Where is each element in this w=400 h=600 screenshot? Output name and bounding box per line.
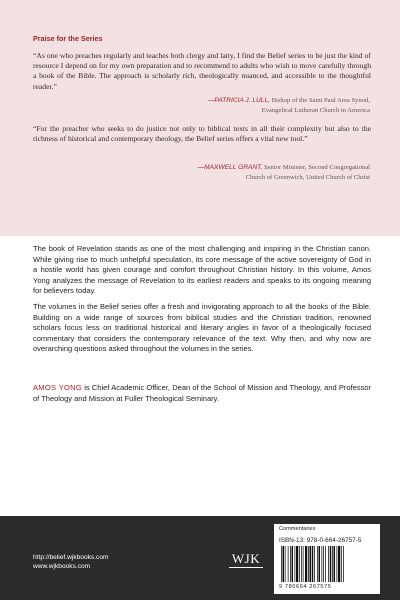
barcode-bar	[285, 546, 286, 582]
barcode-bar	[317, 546, 318, 582]
barcode-bar	[322, 546, 323, 582]
barcode-bar	[338, 546, 340, 582]
barcode-icon	[279, 546, 377, 584]
quote-2-role-line2: Church of Greenwich, United Church of Christ	[245, 173, 370, 181]
barcode-bar	[332, 546, 333, 582]
barcode-digits: 9 780664 267575	[279, 584, 332, 590]
publisher-logo: WJK	[231, 551, 261, 566]
barcode-bar	[305, 546, 307, 582]
barcode-bar	[281, 546, 282, 582]
quote-1-role-line2: Evangelical Lutheran Church in America	[261, 106, 370, 114]
quote-2-author: —MAXWELL GRANT,	[197, 164, 263, 171]
barcode-bar	[337, 546, 338, 582]
quote-2-attribution	[100, 163, 370, 182]
barcode-bar	[303, 546, 304, 582]
author-name: AMOS YONG	[33, 383, 82, 392]
barcode-bar	[288, 546, 289, 582]
barcode-bar	[296, 546, 298, 582]
series-url-link[interactable]: http://belief.wjkbooks.com	[33, 554, 109, 561]
publisher-logo-rule	[229, 567, 263, 568]
praise-quote-1: “As one who preaches regularly and teaches both clergy and laity, I find the Belief series to be just the kind of resource I depend on for my own preparation and to recommend to adults who wish to move carefully through a book of the Bible. The approach is scholarly rich, theologically nuanced, and accessible to the thoughtful reader.”	[33, 51, 371, 91]
barcode-bar	[308, 546, 309, 582]
isbn-label: ISBN-13: 978-0-664-26757-5	[279, 537, 362, 544]
series-description: The volumes in the Belief series offer a fresh and invigorating approach to all the books of the Bible. Building on a wide range of sources from biblical studies and the Christian tradition, renowned scholars focus less on traditional historical and literary angles in favor of a theologically focused commentary that considers the contemporary relevance of the text. Why then, and why now are overarching questions asked throughout the volumes in the series.	[33, 302, 371, 354]
author-bio-text: is Chief Academic Officer, Dean of the School of Mission and Theology, and Professor of Theology and Mission at Fuller Theological Seminary.	[33, 383, 371, 403]
barcode-bar	[314, 546, 315, 582]
barcode-bar	[334, 546, 336, 582]
quote-1-author: —PATRICIA J. LULL,	[207, 97, 270, 104]
quote-2-role-line1: Senior Minister, Second Congregational	[262, 164, 370, 171]
barcode-bar	[283, 546, 285, 582]
barcode-bar	[343, 546, 344, 582]
barcode-bar	[310, 546, 312, 582]
barcode-bar	[328, 546, 329, 582]
barcode-bar	[290, 546, 291, 582]
barcode-bar	[292, 546, 294, 582]
quote-1-role-line1: Bishop of the Saint Paul Area Synod,	[269, 97, 370, 104]
barcode-bar	[341, 546, 342, 582]
book-description: The book of Revelation stands as one of the most challenging and inspiring in the Christian canon. While giving rise to much unhelpful speculation, its core message of the active sovereignty of God in a hostile world has given courage and comfort throughout Christian history. In this volume, Amos Yong analyzes the message of Revelation to its earliest readers and speaks to its ongoing meaning for believers today.	[33, 244, 371, 296]
praise-heading: Praise for the Series	[33, 34, 103, 43]
footer-urls	[33, 553, 109, 571]
author-bio	[33, 383, 371, 404]
barcode-bar	[312, 546, 314, 582]
barcode-bar	[299, 546, 300, 582]
barcode-bar	[323, 546, 324, 582]
barcode-bar	[330, 546, 332, 582]
quote-1-attribution	[100, 96, 370, 115]
publisher-url-link[interactable]: www.wjkbooks.com	[33, 563, 91, 571]
barcode-bar	[295, 546, 296, 582]
barcode-category: Commentaries	[279, 526, 316, 532]
barcode-bar	[325, 546, 326, 582]
barcode-bar	[319, 546, 321, 582]
praise-quote-2: “For the preacher who seeks to do justice not only to biblical texts in all their complexity but also to the richness of historical and contemporary theology, the Belief series offers a vital new tool.”	[33, 124, 371, 144]
barcode-bar	[301, 546, 302, 582]
